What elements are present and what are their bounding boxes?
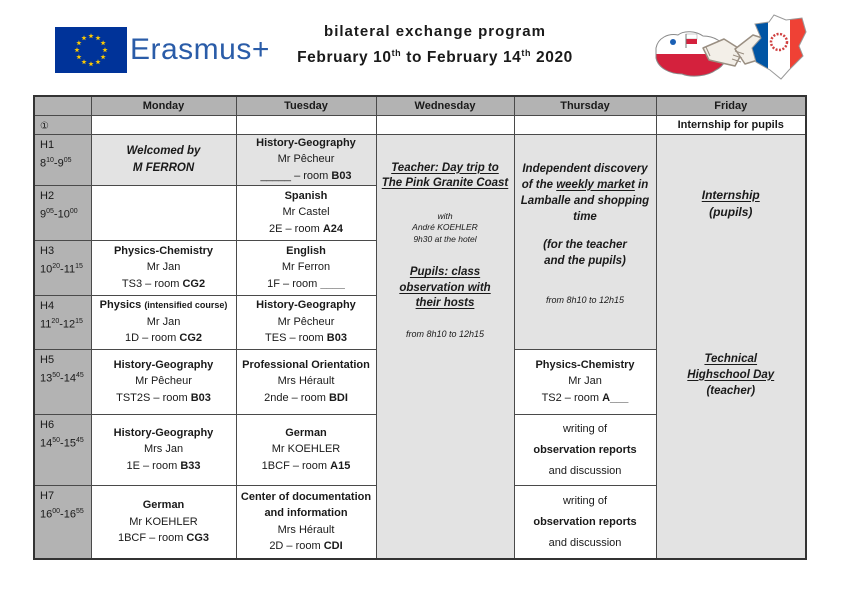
lesson-subject: History-Geography xyxy=(113,426,214,439)
cell-thursday-info xyxy=(514,115,656,134)
wednesday-pupils-line2: observation with xyxy=(399,281,491,294)
lesson-room xyxy=(237,168,376,185)
lesson-subject: German xyxy=(285,426,327,439)
room-code: BDI xyxy=(328,391,348,404)
cell-monday-h2 xyxy=(91,185,236,240)
wednesday-hours: from 8h10 to 12h15 xyxy=(405,328,485,339)
room-code: A15 xyxy=(330,459,351,472)
lesson-room xyxy=(515,390,656,407)
lesson-room xyxy=(92,276,236,293)
time-sep: - xyxy=(60,372,64,385)
cell-monday-h5 xyxy=(91,349,236,414)
friday-techday-line2: Highschool Day xyxy=(687,368,775,381)
time-sep: - xyxy=(60,437,64,450)
wednesday-teacher-trip-line1: Teacher: Day trip to xyxy=(391,161,499,174)
friday-techday-line1: Technical xyxy=(704,352,758,365)
title-block xyxy=(225,22,645,69)
thursday-for-text xyxy=(515,237,656,269)
thursday-hours: from 8h10 to 12h15 xyxy=(545,294,625,305)
time-cell-h4 xyxy=(34,295,91,349)
discovery-underlined: weekly market xyxy=(556,178,635,191)
cell-wednesday-activity xyxy=(376,134,514,559)
lesson-teacher: Mr Pêcheur xyxy=(135,375,192,388)
period-range xyxy=(40,153,89,172)
wednesday-pupils-line3: their hosts xyxy=(415,297,475,309)
lesson-room xyxy=(237,330,376,347)
cell-friday-info xyxy=(656,115,806,134)
room-code: B03 xyxy=(190,391,211,404)
lesson-room xyxy=(237,276,376,293)
class-group: 1BCF – room xyxy=(261,459,331,472)
lesson-subject: German xyxy=(142,499,185,511)
lesson-subject: History-Geography xyxy=(113,358,214,371)
lesson-teacher: Mr Jan xyxy=(568,375,602,388)
date-sup: th xyxy=(521,48,532,58)
class-group: 2E – room xyxy=(269,222,323,235)
period-range xyxy=(40,314,89,333)
room-code: B03 xyxy=(331,169,352,182)
writing-line3: and discussion xyxy=(548,536,622,549)
lesson-room xyxy=(92,390,236,407)
time-sep: - xyxy=(59,318,63,331)
cell-thursday-h7 xyxy=(514,485,656,559)
writing-line1: writing of xyxy=(562,422,608,435)
lesson-teacher: Mr KOEHLER xyxy=(129,515,198,528)
class-group: 2nde – room xyxy=(264,391,329,404)
page-subtitle xyxy=(225,42,645,69)
trip-meeting: 9h30 at the hotel xyxy=(413,233,477,244)
lesson-teacher: Mr Jan xyxy=(146,261,181,274)
friday-internship-sub: (pupils) xyxy=(709,204,753,219)
friday-internship-note: Internship for pupils xyxy=(677,118,784,131)
time-end-min: 45 xyxy=(75,371,84,379)
time-end-min: 00 xyxy=(69,207,78,215)
room-code: CDI xyxy=(323,540,343,553)
wednesday-teacher-trip-line2: The Pink Granite Coast xyxy=(381,177,509,189)
cell-tuesday-h6 xyxy=(236,414,376,485)
cell-monday-h3 xyxy=(91,240,236,295)
lesson-room xyxy=(237,458,376,475)
time-end: 15 xyxy=(63,437,76,450)
subject-note: (intensified course) xyxy=(144,300,228,311)
page-title: bilateral exchange program xyxy=(324,23,546,40)
subject-main: Physics xyxy=(99,299,142,312)
room-code: A___ xyxy=(602,391,629,404)
cell-tuesday-h7 xyxy=(236,485,376,559)
class-group: 1F – room xyxy=(267,277,321,290)
welcome-name: M FERRON xyxy=(132,161,195,174)
cell-monday-info xyxy=(91,115,236,134)
room-code: CG3 xyxy=(186,532,210,544)
time-end: 12 xyxy=(62,318,76,331)
period-label: H2 xyxy=(40,189,55,202)
cell-wednesday-info xyxy=(376,115,514,134)
time-start-min: 20 xyxy=(52,262,61,270)
period-range xyxy=(40,433,89,452)
time-cell-h6 xyxy=(34,414,91,485)
time-sep: - xyxy=(60,263,64,276)
period-range xyxy=(40,259,89,278)
cell-friday-activity xyxy=(656,134,806,559)
time-start-min: 20 xyxy=(51,317,60,325)
time-cell-h2 xyxy=(34,185,91,240)
writing-line2: observation reports xyxy=(533,515,637,528)
room-code: ____ xyxy=(320,277,345,290)
info-row xyxy=(34,115,806,134)
eu-flag-icon xyxy=(55,27,127,73)
time-start: 16 xyxy=(40,508,53,521)
france-map-icon xyxy=(746,12,812,82)
lesson-teacher: Mr Pêcheur xyxy=(277,315,335,328)
room-code: CG2 xyxy=(182,277,206,290)
lesson-subject: Physics-Chemistry xyxy=(535,358,635,371)
class-group: 1D – room xyxy=(124,332,180,345)
poland-mark xyxy=(670,39,676,45)
period-label: H3 xyxy=(40,244,55,257)
date-part: 2020 xyxy=(531,49,573,67)
info-symbol-cell xyxy=(34,115,91,134)
lesson-teacher: Mr KOEHLER xyxy=(271,443,341,456)
friday-internship-title: Internship xyxy=(701,187,760,202)
time-start: 10 xyxy=(40,263,53,276)
cell-thursday-h5 xyxy=(514,349,656,414)
lesson-subject xyxy=(92,297,236,314)
lesson-room xyxy=(92,330,236,347)
time-end-min: 15 xyxy=(75,262,83,270)
lesson-teacher: Mr Jan xyxy=(146,315,181,328)
lesson-subject: History-Geography xyxy=(256,136,356,149)
lesson-room xyxy=(92,458,236,475)
cell-monday-h1 xyxy=(91,134,236,185)
cell-tuesday-info xyxy=(236,115,376,134)
writing-line1: writing of xyxy=(562,494,608,507)
welcome-line: Welcomed by xyxy=(126,144,201,157)
time-end: 10 xyxy=(57,208,70,221)
trip-with: with xyxy=(437,210,453,221)
period-label: H5 xyxy=(40,353,55,366)
room-code: CG2 xyxy=(179,332,203,345)
time-start: 13 xyxy=(40,372,53,385)
date-part: February 10 xyxy=(297,49,392,67)
date-sup: th xyxy=(391,48,402,58)
time-cell-h7 xyxy=(34,485,91,559)
class-group: 1E – room xyxy=(126,459,181,472)
thursday-discovery-text xyxy=(515,161,656,225)
cell-tuesday-h2 xyxy=(236,185,376,240)
writing-line3: and discussion xyxy=(548,464,622,477)
time-start: 11 xyxy=(40,318,52,331)
period-range xyxy=(40,504,89,523)
period-label: H7 xyxy=(40,489,55,502)
time-end: 9 xyxy=(57,157,64,170)
time-start-min: 00 xyxy=(52,507,61,515)
time-end-min: 05 xyxy=(63,156,72,164)
timetable xyxy=(33,95,807,560)
time-start: 14 xyxy=(40,437,53,450)
col-header-thursday: Thursday xyxy=(514,96,656,115)
period-range xyxy=(40,368,89,387)
for-line1: (for the teacher xyxy=(543,238,627,251)
room-code: B03 xyxy=(326,332,347,345)
lesson-subject-line2: and information xyxy=(264,507,348,520)
lesson-teacher: Mrs Hérault xyxy=(277,375,335,388)
time-start: 9 xyxy=(40,208,47,221)
wednesday-trip-details xyxy=(377,211,514,246)
time-end: 14 xyxy=(63,372,76,385)
time-start: 8 xyxy=(40,157,47,170)
cell-tuesday-h1 xyxy=(236,134,376,185)
friday-techday-sub: (teacher) xyxy=(706,384,756,397)
cell-tuesday-h3 xyxy=(236,240,376,295)
discovery-post: in Lamballe and shopping time xyxy=(520,178,650,223)
period-label: H6 xyxy=(40,418,55,431)
time-start-min: 50 xyxy=(52,371,61,379)
class-group: _____ – room xyxy=(260,169,332,182)
time-start-min: 10 xyxy=(46,156,54,164)
class-group: 1BCF – room xyxy=(117,532,187,544)
friday-techday-block xyxy=(657,351,806,399)
time-end-min: 15 xyxy=(75,317,83,325)
lesson-subject: Center of documentation xyxy=(240,490,372,503)
class-group: TS3 – room xyxy=(121,277,183,290)
lesson-teacher: Mrs Hérault xyxy=(277,523,335,536)
room-code: B33 xyxy=(180,459,201,472)
cell-tuesday-h4 xyxy=(236,295,376,349)
lesson-room xyxy=(92,530,236,547)
period-label: H1 xyxy=(40,138,55,151)
lesson-room xyxy=(237,221,376,238)
for-line2: and the pupils) xyxy=(544,254,626,267)
lesson-teacher: Mrs Jan xyxy=(143,443,184,456)
period-label: H4 xyxy=(40,299,55,312)
time-cell-h1 xyxy=(34,134,91,185)
cell-tuesday-h5 xyxy=(236,349,376,414)
col-header-monday: Monday xyxy=(91,96,236,115)
writing-line2: observation reports xyxy=(533,443,637,456)
lesson-room xyxy=(237,538,376,555)
header-row xyxy=(34,96,806,115)
cell-monday-h7 xyxy=(91,485,236,559)
lesson-room xyxy=(237,390,376,407)
wednesday-pupils-line1: Pupils: class xyxy=(409,266,481,278)
date-part: to February 14 xyxy=(401,49,522,67)
cell-monday-h4 xyxy=(91,295,236,349)
time-end-min: 55 xyxy=(75,507,84,515)
class-group: TES – room xyxy=(265,332,327,345)
time-end-min: 45 xyxy=(75,436,84,444)
lesson-subject: History-Geography xyxy=(256,299,356,312)
col-header-wednesday: Wednesday xyxy=(376,96,514,115)
discovery-pre: Independent discovery of the xyxy=(521,162,648,191)
class-group: TST2S – room xyxy=(116,391,191,404)
time-cell-h5 xyxy=(34,349,91,414)
erasmus-logo-text: Erasmus+ xyxy=(130,33,270,66)
cell-monday-h6 xyxy=(91,414,236,485)
lesson-teacher: Mr Ferron xyxy=(281,261,331,274)
col-header-friday: Friday xyxy=(656,96,806,115)
info-symbol: ① xyxy=(40,120,49,132)
col-header-tuesday: Tuesday xyxy=(236,96,376,115)
time-end: 16 xyxy=(63,508,76,521)
time-sep: - xyxy=(60,508,64,521)
time-sep: - xyxy=(53,157,58,170)
room-code: A24 xyxy=(322,222,343,235)
time-end: 11 xyxy=(63,263,76,276)
class-group: TS2 – room xyxy=(541,391,603,404)
friday-internship-block xyxy=(657,187,806,221)
time-start-min: 05 xyxy=(46,207,54,215)
lesson-subject: Spanish xyxy=(284,189,328,202)
time-cell-h3 xyxy=(34,240,91,295)
cell-thursday-h6 xyxy=(514,414,656,485)
cell-thursday-activity xyxy=(514,134,656,349)
lesson-subject: English xyxy=(286,244,326,257)
time-sep: - xyxy=(53,208,58,221)
trip-guide: André KOEHLER xyxy=(412,222,478,232)
lesson-teacher: Mr Castel xyxy=(282,206,330,219)
lesson-teacher: Mr Pêcheur xyxy=(277,153,335,166)
class-group: 2D – room xyxy=(269,540,324,553)
lesson-subject: Physics-Chemistry xyxy=(113,244,214,257)
time-start-min: 50 xyxy=(52,436,61,444)
lesson-subject: Professional Orientation xyxy=(242,358,370,371)
row-h1 xyxy=(34,134,806,185)
corner-cell xyxy=(34,96,91,115)
period-range xyxy=(40,204,89,223)
